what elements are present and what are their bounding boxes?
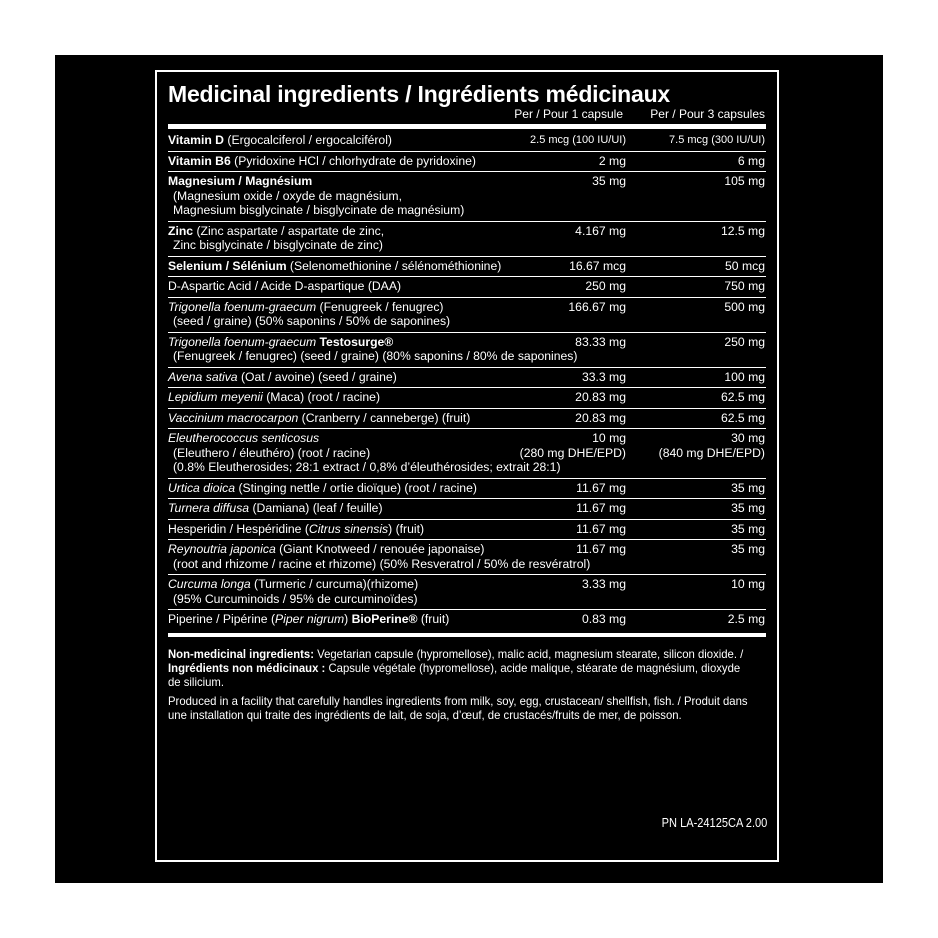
- ingredient-name: [168, 431, 766, 446]
- ingredient-name: [168, 542, 766, 557]
- non-medicinal-ingredients: [168, 647, 754, 689]
- table-row: [168, 131, 766, 152]
- nonmed-text-fr: Capsule végétale (hypromellose), acide malique, stéarate de magnésium, dioxyde de silicium.: [168, 660, 741, 689]
- ingredient-rest: (Oat / avoine) (seed / graine): [237, 369, 397, 384]
- product-number: PN LA-24125CA 2.00: [661, 815, 767, 830]
- table-row: [168, 540, 766, 575]
- ingredient-italic: Reynoutria japonica: [168, 542, 276, 556]
- ingredient-italic: Vaccinium macrocarpon: [168, 410, 299, 425]
- ingredient-name: [168, 501, 766, 516]
- table-bottom-rule: [168, 633, 766, 637]
- ingredient-italic: Curcuma longa: [168, 577, 251, 591]
- ingredient-italic: Turnera diffusa: [168, 501, 250, 515]
- ingredient-italic: Lepidium meyenii: [168, 390, 263, 404]
- ingredient-italic2: Citrus sinensis: [308, 521, 389, 536]
- ingredient-rest3: (fruit): [417, 612, 450, 626]
- ingredient-plain: D-Aspartic Acid / Acide D-aspartique (DAA): [168, 279, 402, 293]
- dhe-per-3-capsules: (840 mg DHE/EPD): [658, 445, 765, 460]
- amount-per-3-capsules: 12.5 mg: [720, 223, 765, 238]
- amount-per-1-capsule: 20.83 mg: [575, 410, 626, 425]
- ingredient-name: [168, 481, 766, 496]
- ingredient-bold3: BioPerine®: [351, 612, 418, 626]
- ingredient-rest: (Maca) (root / racine): [262, 390, 381, 404]
- amount-per-1-capsule: 250 mg: [585, 279, 626, 293]
- ingredients-table: [168, 131, 766, 630]
- ingredient-detail: (seed / graine) (50% saponins / 50% de saponines): [173, 314, 451, 328]
- ingredient-bold: Vitamin D: [168, 133, 224, 147]
- amount-per-1-capsule: 0.83 mg: [581, 612, 626, 626]
- allergen-statement: Produced in a facility that carefully handles ingredients from milk, soy, egg, crustacean/ shellfish, fish. / Produit dans une installation qui traite des ingrédients de lait, de soja, d’œuf, de crustacés/fruits de mer, de poisson.: [168, 693, 748, 722]
- ingredient-bold: Vitamin B6: [168, 153, 231, 168]
- table-row: [168, 388, 766, 409]
- table-row: [168, 610, 766, 630]
- ingredient-detail: (Fenugreek / fenugrec) (seed / graine) (80% saponins / 80% de saponines): [173, 349, 578, 363]
- amount-per-1-capsule: 35 mg: [592, 174, 626, 188]
- ingredient-name: [168, 577, 766, 592]
- amount-per-3-capsules: 6 mg: [737, 153, 765, 168]
- amount-per-3-capsules: 105 mg: [724, 174, 765, 188]
- table-row: [168, 172, 766, 222]
- amount-per-1-capsule: 10 mg: [592, 431, 626, 445]
- ingredient-detail: (0.8% Eleutherosides; 28:1 extract / 0,8% d’éleuthérosides; extrait 28:1): [173, 460, 561, 474]
- table-row: [168, 429, 766, 479]
- amount-per-3-capsules: 2.5 mg: [727, 612, 765, 626]
- amount-per-1-capsule: 11.67 mg: [576, 521, 626, 536]
- amount-per-1-capsule: 2.5 mcg (100 IU/UI): [530, 134, 626, 146]
- ingredient-italic: Trigonella foenum-graecum: [168, 299, 317, 314]
- table-row: [168, 479, 766, 500]
- ingredient-detail: (root and rhizome / racine et rhizome) (50% Resveratrol / 50% de resvératrol): [173, 556, 591, 571]
- table-row: [168, 409, 766, 430]
- amount-per-1-capsule: 4.167 mg: [575, 223, 626, 238]
- ingredient-italic: Trigonella foenum-graecum: [168, 334, 317, 349]
- ingredient-rest: (Damiana) (leaf / feuille): [249, 501, 383, 515]
- label-background: [55, 55, 883, 883]
- table-row: [168, 277, 766, 298]
- amount-per-3-capsules: 50 mcg: [725, 258, 765, 273]
- amount-per-1-capsule: 33.3 mg: [581, 369, 626, 384]
- table-row: [168, 520, 766, 541]
- ingredient-detail: Magnesium bisglycinate / bisglycinate de magnésium): [173, 203, 465, 217]
- ingredient-bold: Magnesium / Magnésium: [168, 174, 313, 188]
- amount-per-3-capsules: 35 mg: [731, 480, 765, 495]
- amount-per-3-capsules: 62.5 mg: [720, 410, 765, 425]
- amount-per-1-capsule: 83.33 mg: [575, 334, 626, 349]
- ingredient-rest: (Stinging nettle / ortie dioïque) (root / racine): [235, 480, 477, 495]
- ingredient-plain: Piperine / Pipérine (: [168, 612, 276, 626]
- amount-per-1-capsule: 3.33 mg: [581, 577, 626, 591]
- amount-per-3-capsules: 10 mg: [731, 577, 765, 591]
- ingredient-bold: Zinc: [168, 223, 194, 238]
- header-rule: [168, 124, 766, 129]
- table-row: [168, 499, 766, 520]
- amount-per-3-capsules: 100 mg: [724, 369, 765, 384]
- ingredient-italic: Avena sativa: [168, 369, 238, 384]
- ingredient-rest: (Pyridoxine HCl / chlorhydrate de pyridoxine): [230, 153, 476, 168]
- nonmed-text-en: Vegetarian capsule (hypromellose), malic acid, magnesium stearate, silicon dioxide. /: [313, 646, 744, 661]
- ingredient-name: [168, 300, 766, 315]
- amount-per-1-capsule: 2 mg: [598, 153, 626, 168]
- amount-per-3-capsules: 500 mg: [724, 299, 765, 314]
- ingredient-name: [168, 612, 766, 627]
- ingredient-detail: (95% Curcuminoids / 95% de curcuminoïdes): [173, 591, 418, 606]
- nonmed-label-en: Non-medicinal ingredients:: [168, 646, 314, 661]
- ingredient-italic2: Piper nigrum: [275, 612, 345, 626]
- table-row: [168, 257, 766, 278]
- dhe-per-1-capsule: (280 mg DHE/EPD): [519, 445, 626, 460]
- ingredient-name: [168, 370, 766, 385]
- ingredient-italic: Eleutherococcus senticosus: [168, 431, 320, 445]
- ingredient-name: [168, 174, 766, 189]
- amount-per-3-capsules: 35 mg: [731, 521, 765, 536]
- ingredient-bold2: Testosurge®: [316, 334, 394, 349]
- ingredient-name: [168, 224, 766, 239]
- ingredient-name: [168, 335, 766, 350]
- table-row: [168, 298, 766, 333]
- table-row: [168, 152, 766, 173]
- column-headers: [168, 107, 766, 124]
- header-per-1-capsule: Per / Pour 1 capsule: [514, 107, 623, 121]
- amount-per-3-capsules: 62.5 mg: [720, 390, 765, 404]
- ingredient-name: [168, 390, 766, 405]
- ingredient-rest: (Turmeric / curcuma)(rhizome): [250, 577, 419, 591]
- ingredient-name: [168, 259, 766, 274]
- ingredient-rest: (Cranberry / canneberge) (fruit): [298, 410, 471, 425]
- ingredient-name: [168, 522, 766, 537]
- page-title: Medicinal ingredients / Ingrédients médicinaux: [168, 81, 671, 107]
- amount-per-1-capsule: 11.67 mg: [576, 542, 626, 556]
- ingredient-detail: (Eleuthero / éleuthéro) (root / racine): [173, 445, 371, 460]
- ingredient-rest: (Selenomethionine / sélénométhionine): [286, 258, 502, 273]
- ingredient-rest: (Giant Knotweed / renouée japonaise): [275, 542, 485, 556]
- ingredient-rest2: ) (fruit): [388, 521, 425, 536]
- amount-per-3-capsules: 250 mg: [724, 334, 765, 349]
- ingredient-name: [168, 154, 766, 169]
- ingredient-bold: Selenium / Sélénium: [168, 258, 287, 273]
- table-row: [168, 575, 766, 610]
- table-row: [168, 333, 766, 368]
- amount-per-3-capsules: 750 mg: [724, 279, 765, 293]
- amount-per-3-capsules: 30 mg: [731, 431, 765, 445]
- amount-per-3-capsules: 7.5 mcg (300 IU/UI): [669, 134, 765, 146]
- ingredient-rest: (Fenugreek / fenugrec): [316, 299, 444, 314]
- header-per-3-capsules: Per / Pour 3 capsules: [650, 107, 765, 121]
- nonmed-label-fr: Ingrédients non médicinaux :: [168, 660, 326, 675]
- amount-per-1-capsule: 20.83 mg: [575, 390, 626, 404]
- ingredient-italic: Urtica dioica: [168, 480, 236, 495]
- amount-per-1-capsule: 166.67 mg: [568, 299, 626, 314]
- amount-per-3-capsules: 35 mg: [731, 542, 765, 556]
- amount-per-1-capsule: 16.67 mcg: [569, 258, 626, 273]
- ingredient-rest: (Ergocalciferol / ergocalciférol): [224, 133, 392, 147]
- ingredient-rest: (Zinc aspartate / aspartate de zinc,: [193, 223, 385, 238]
- ingredients-panel: [155, 70, 779, 862]
- table-row: [168, 222, 766, 257]
- ingredient-name: [168, 279, 766, 294]
- amount-per-1-capsule: 11.67 mg: [576, 480, 626, 495]
- ingredient-plain: Hesperidin / Hespéridine (: [168, 521, 309, 536]
- ingredient-detail: Zinc bisglycinate / bisglycinate de zinc): [173, 238, 383, 252]
- amount-per-3-capsules: 35 mg: [731, 501, 765, 515]
- ingredient-name: [168, 411, 766, 426]
- ingredient-detail: (Magnesium oxide / oxyde de magnésium,: [173, 188, 402, 203]
- amount-per-1-capsule: 11.67 mg: [576, 501, 626, 515]
- ingredient-rest2: ): [344, 612, 352, 626]
- table-row: [168, 368, 766, 389]
